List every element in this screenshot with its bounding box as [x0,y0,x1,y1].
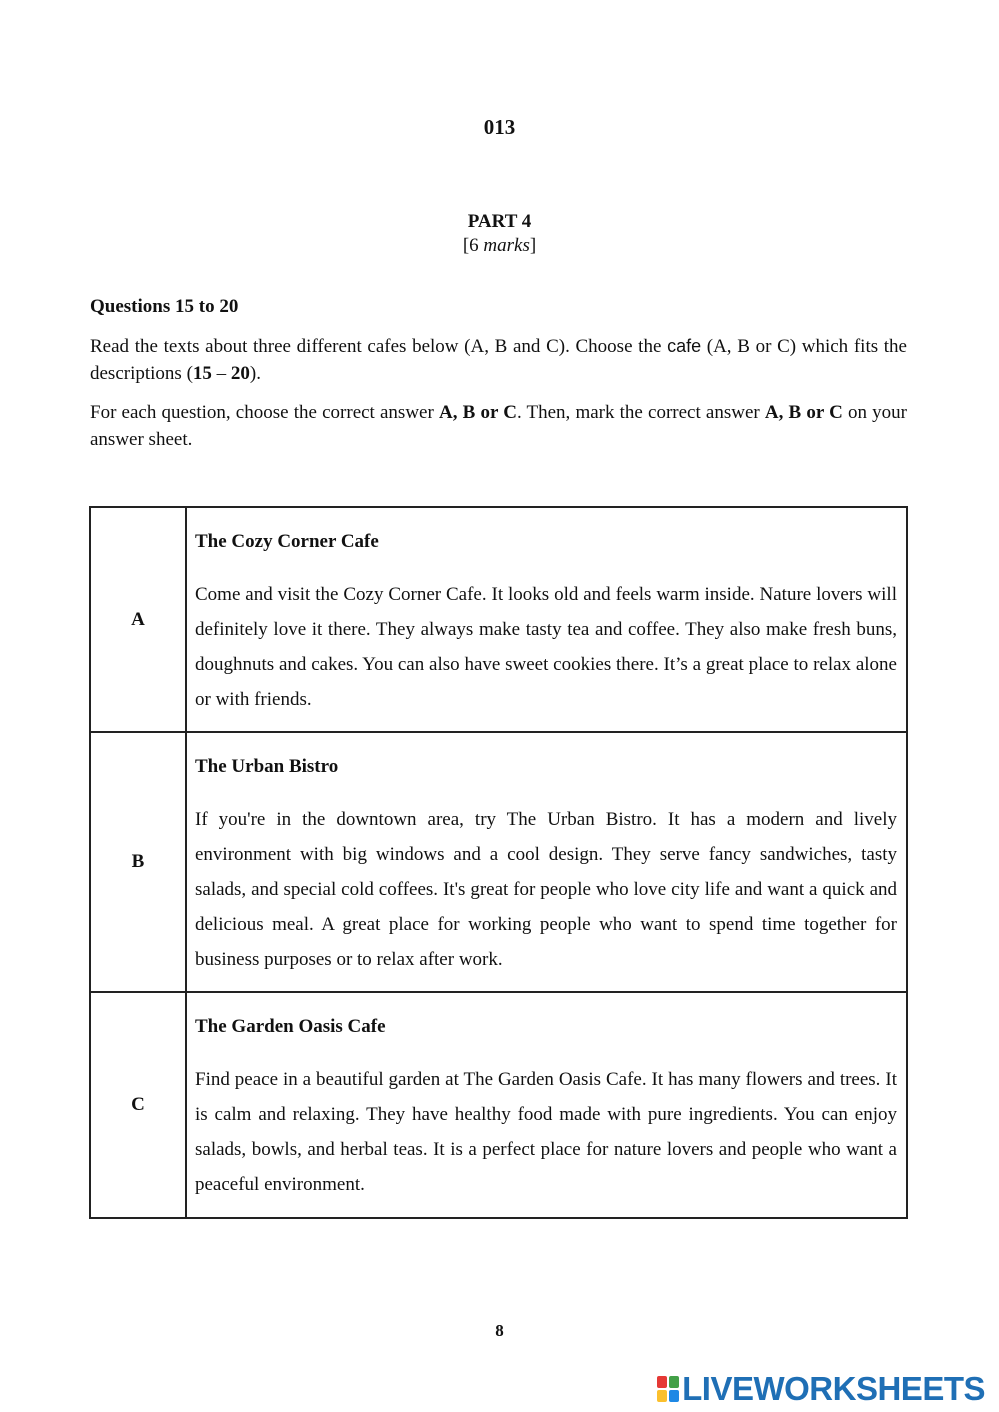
cafe-description: Find peace in a beautiful garden at The Garden Oasis Cafe. It has many flowers and trees. It is calm and relaxing. They have healthy food made with pure ingredients. You can enjoy salads, bowls, and herbal teas. It is a perfect place for nature lovers and people who want a peaceful environment. [195,1069,897,1195]
cafe-name: The Urban Bistro [195,755,339,777]
worksheet-code: 013 [483,115,516,139]
logo-square [657,1376,667,1388]
logo-square [669,1376,679,1388]
brand-name: LIVEWORKSHEETS [682,1370,985,1407]
part-title: PART 4 [467,211,532,232]
logo-square [669,1390,679,1402]
cafe-description: If you're in the downtown area, try The Urban Bistro. It has a modern and lively environment with big windows and a cool design. They serve fancy sandwiches, tasty salads, and special cold coffees. It's great for people who love city life and want a quick and delicious meal. A great place for working people who want to spend time together for business purposes or to relax after work. [195,808,897,970]
cafes-table [89,506,908,1219]
cafe-letter: C [90,992,186,1218]
liveworksheets-logo[interactable] [657,1370,985,1408]
cafe-description: Come and visit the Cozy Corner Cafe. It looks old and feels warm inside. Nature lovers will definitely love it there. They always make tasty tea and coffee. They also make fresh buns, doughnuts and cakes. You can also have sweet cookies there. It’s a great place to relax alone or with friends. [195,583,897,710]
liveworksheets-logo-icon [657,1376,679,1402]
logo-square [657,1390,667,1402]
cafe-cell [186,732,907,992]
cafe-name: The Cozy Corner Cafe [195,530,379,552]
table-row [90,992,907,1218]
page-number: 8 [495,1321,504,1340]
instruction-paragraph-2: For each question, choose the correct answer A, B or C. Then, mark the correct answer A, B or C on your answer sheet. [90,402,908,450]
instruction-paragraph-1: Read the texts about three different cafes below (A, B and C). Choose the cafe (A, B or C) which fits the descriptions (15 – 20). [90,336,907,384]
cafe-letter: B [90,732,186,992]
cafe-cell [186,992,907,1218]
questions-heading: Questions 15 to 20 [90,296,239,317]
marks-label: [6 marks] [462,235,537,256]
table-row [90,507,907,732]
cafe-cell [186,507,907,732]
cafe-letter: A [90,507,186,732]
table-row [90,732,907,992]
cafe-name: The Garden Oasis Cafe [195,1016,386,1037]
